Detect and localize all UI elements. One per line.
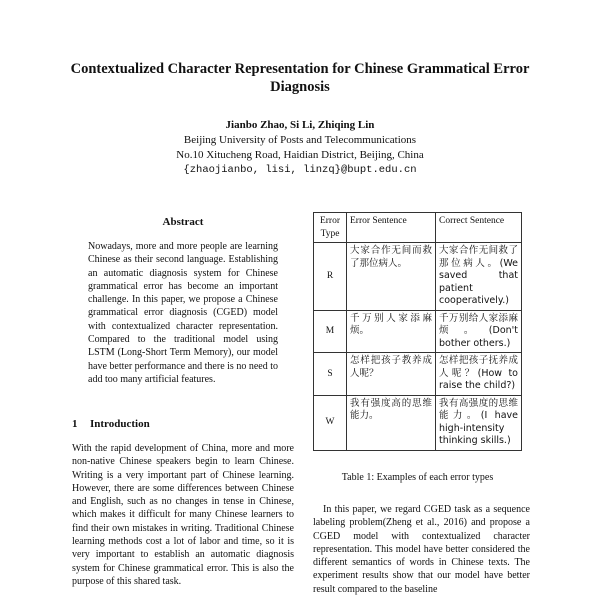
- header-correct-sentence: Correct Sentence: [436, 213, 522, 243]
- header-error-type: Error Type: [314, 213, 347, 243]
- address: No.10 Xitucheng Road, Haidian District, Beijing, China: [176, 149, 424, 161]
- table-row: [314, 395, 522, 450]
- abstract-heading: Abstract: [162, 216, 204, 228]
- correct-sentence-cell: 我有高强度的思维能力。(I have high-intensity thinking skills.): [436, 395, 522, 450]
- table-header-row: [314, 213, 522, 243]
- error-sentence-cell: 怎样把孩子教养成人呢？: [347, 353, 436, 396]
- error-type-cell: R: [314, 243, 347, 311]
- correct-sentence-cell: 大家合作无间救了那位病人。(We saved that patient cooperatively.): [436, 243, 522, 311]
- error-type-cell: W: [314, 395, 347, 450]
- author-names: Jianbo Zhao, Si Li, Zhiqing Lin: [225, 119, 375, 131]
- table-caption: Table 1: Examples of each error types: [341, 472, 494, 483]
- correct-sentence-cell: 千万别给人家添麻烦。(Don't bother others.): [436, 310, 522, 353]
- header-error-sentence: Error Sentence: [347, 213, 436, 243]
- error-sentence-cell: 我有强度高的思维能力。: [347, 395, 436, 450]
- abstract-text: [88, 240, 278, 386]
- table-row: [314, 243, 522, 311]
- email: {zhaojianbo, lisi, linzq}@bupt.edu.cn: [183, 164, 417, 176]
- table-row: [314, 310, 522, 353]
- error-sentence-cell: 大家合作无间而救了那位病人。: [347, 243, 436, 311]
- error-type-cell: S: [314, 353, 347, 396]
- introduction-text: [72, 442, 294, 588]
- error-type-cell: M: [314, 310, 347, 353]
- section-title: Introduction: [90, 418, 150, 430]
- introduction-paragraph: With the rapid development of China, more and more non-native Chinese speakers begin to learn Chinese. Writing is a very important part of Chinese learning. However, there are some differences between Chinese and English, such as no changes in tense in Chinese, which makes it difficult for many Chinese learners to find their own mistakes in writing. Traditional Chinese learning methods cost a lot of labor and time, so it is very important to establish an automatic diagnosis system for Chinese grammatical error. This is also the purpose of this shared task.: [72, 443, 294, 587]
- paper-title: Contextualized Character Representation for Chinese Grammatical Error Diagnosis: [70, 61, 530, 95]
- abstract-paragraph: Nowadays, more and more people are learning Chinese as their second language. Establishing an automatic diagnosis system for Chinese grammatical error has become an important challenge. In this paper, we propose a Chinese grammatical error diagnosis (CGED) model with contextualized character representation. Compared to the traditional model using LSTM (Long-Short Term Memory), our model have better performance and there is no need to add too many artificial features.: [88, 241, 278, 385]
- author-block: [100, 118, 500, 178]
- section-number: 1: [72, 418, 78, 430]
- section-heading-introduction: [72, 418, 150, 430]
- right-paragraph: In this paper, we regard CGED task as a sequence labeling problem(Zheng et al., 2016) and propose a CGED model with contextualized character representation. This model have better considered the different semantics of words in Chinese texts. The experiment results show that our model have better result compared to the baseline: [313, 504, 530, 595]
- table-row: [314, 353, 522, 396]
- affiliation: Beijing University of Posts and Telecommunications: [183, 134, 417, 146]
- error-sentence-cell: 千万别人家添麻烦。: [347, 310, 436, 353]
- error-examples-table: [313, 212, 522, 451]
- right-column-text: [313, 503, 530, 596]
- correct-sentence-cell: 怎样把孩子抚养成人呢？(How to raise the child?): [436, 353, 522, 396]
